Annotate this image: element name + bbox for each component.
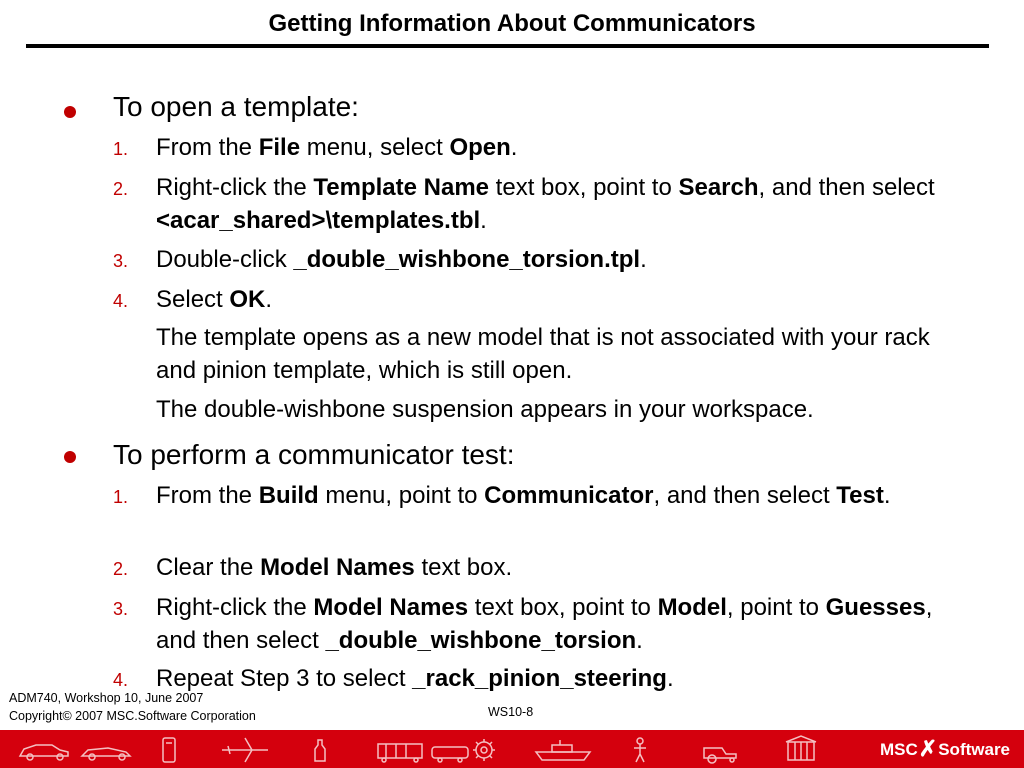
section-1-heading: To open a template:: [113, 91, 359, 122]
bottle-icon: [315, 740, 325, 761]
step-segment: From the: [156, 482, 259, 509]
step-segment: , and then select: [758, 174, 935, 201]
car-icon: [20, 745, 68, 760]
section-2-heading: To perform a communicator test:: [113, 439, 515, 470]
step-number: 3.: [113, 251, 129, 271]
bold-term: Test: [836, 482, 884, 509]
note-text: The double-wishbone suspension appears in your workspace.: [156, 396, 814, 423]
step-segment: text box, point to: [489, 174, 679, 201]
step-segment: .: [883, 482, 891, 509]
tractor-icon: [704, 748, 736, 763]
footer-bar: [0, 730, 1024, 768]
step-number: 2.: [113, 559, 129, 579]
page-number: WS10-8: [488, 705, 534, 719]
step-text: [156, 479, 976, 512]
step-segment: Right-click the: [156, 174, 314, 201]
title-rule: [26, 44, 989, 48]
note-text: The template opens as a new model that is not associated with your rack and pinion template, which is still open.: [156, 324, 930, 384]
step-text: [156, 591, 976, 657]
step-segment: From the: [156, 134, 259, 161]
bold-term: OK: [229, 286, 266, 313]
step-number: 4.: [113, 291, 129, 311]
step-number: 1.: [113, 487, 129, 507]
step-number: 4.: [113, 670, 129, 690]
bold-term: Communicator: [484, 482, 654, 509]
step-segment: Right-click the: [156, 594, 314, 621]
bold-term: Model Names: [260, 554, 415, 581]
gear-icon: [473, 739, 495, 761]
step-segment: , point to: [726, 594, 826, 621]
step-text: [156, 551, 976, 584]
bullet-section-2: [64, 451, 76, 463]
step-text: [156, 171, 976, 237]
step-segment: Clear the: [156, 554, 261, 581]
step-segment: text box.: [414, 554, 513, 581]
step-number: 2.: [113, 179, 129, 199]
msc-software-logo: [880, 737, 1010, 761]
step-segment: .: [265, 286, 273, 313]
airplane-icon: [222, 738, 268, 762]
train-icon: [432, 747, 468, 762]
step-number: 1.: [113, 139, 129, 159]
step-segment: .: [666, 665, 674, 692]
footer-course: ADM740, Workshop 10, June 2007: [9, 691, 204, 705]
step-segment: .: [480, 207, 487, 234]
bold-term: Guesses: [825, 594, 926, 621]
step-segment: menu, select: [300, 134, 450, 161]
bold-term: Search: [678, 174, 759, 201]
page-title: Getting Information About Communicators: [268, 10, 756, 37]
bold-term: Open: [449, 134, 511, 161]
logo-text-2: Software: [938, 740, 1011, 759]
bold-term: _double_wishbone_torsion: [325, 627, 637, 654]
bold-term: _double_wishbone_torsion.tpl: [293, 246, 641, 273]
step-text: [156, 283, 976, 316]
footer-info: [9, 689, 256, 725]
step-segment: , and then select: [653, 482, 837, 509]
logo-swoosh-icon: ✗: [918, 736, 938, 761]
step-number: 3.: [113, 599, 129, 619]
truck-icon: [378, 744, 422, 762]
footer-copyright: Copyright© 2007 MSC.Software Corporation: [9, 709, 256, 723]
person-icon: [634, 738, 646, 762]
step-text: [156, 131, 976, 164]
bold-term: Template Name: [313, 174, 490, 201]
step-segment: .: [636, 627, 643, 654]
bold-term: File: [258, 134, 301, 161]
footer-icons: [0, 730, 860, 768]
step-segment: , and then select: [156, 594, 933, 654]
building-icon: [786, 736, 816, 760]
bold-term: _rack_pinion_steering: [412, 665, 667, 692]
step-segment: Select: [156, 286, 230, 313]
step-segment: .: [640, 246, 647, 273]
step-segment: menu, point to: [318, 482, 485, 509]
step-segment: text box, point to: [468, 594, 658, 621]
step-segment: Double-click: [156, 246, 294, 273]
step-segment: .: [510, 134, 518, 161]
bold-term: Model Names: [313, 594, 469, 621]
race-car-icon: [82, 748, 130, 760]
ship-icon: [536, 740, 590, 760]
step-text: [156, 243, 976, 276]
bold-term: <acar_shared>\templates.tbl: [156, 207, 481, 234]
bold-term: Model: [657, 594, 727, 621]
logo-text-1: MSC: [880, 740, 918, 759]
step-segment: Repeat Step 3 to select: [156, 665, 413, 692]
bullet-section-1: [64, 106, 76, 118]
step-text: [156, 662, 976, 695]
phone-icon: [163, 738, 175, 762]
bold-term: Build: [258, 482, 319, 509]
